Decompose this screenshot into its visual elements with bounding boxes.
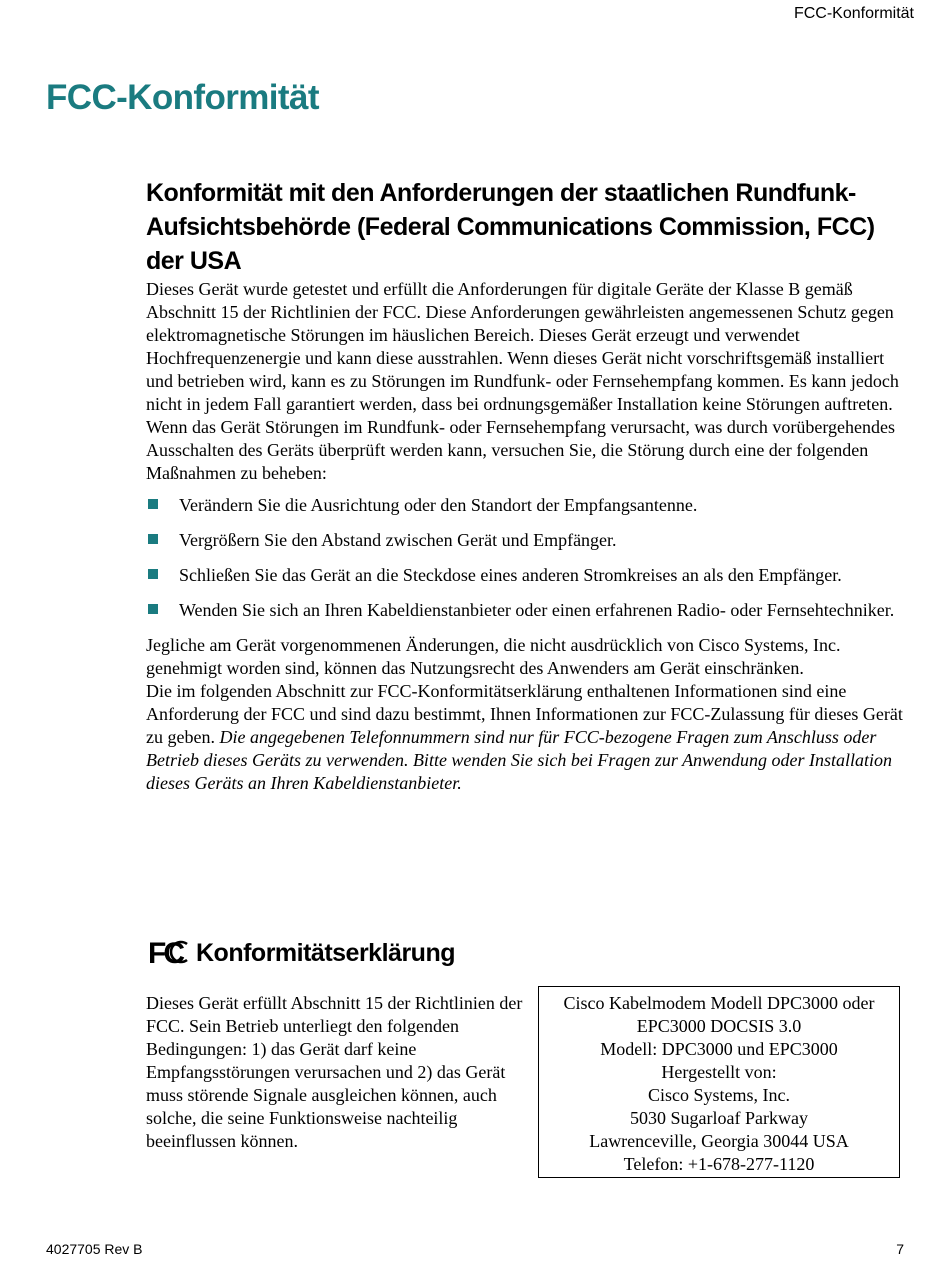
box-line: Lawrenceville, Georgia 30044 USA	[589, 1131, 849, 1151]
list-item-text: Wenden Sie sich an Ihren Kabeldienstanbieter oder einen erfahrenen Radio- oder Fernsehtechniker.	[179, 600, 895, 620]
page-title: FCC-Konformität	[46, 78, 319, 117]
fcc-logo-icon	[148, 936, 190, 968]
square-bullet-icon	[148, 604, 158, 614]
list-item	[146, 529, 904, 552]
list-item-text: Schließen Sie das Gerät an die Steckdose eines anderen Stromkreises an als den Empfänger.	[179, 565, 842, 585]
box-line: 5030 Sugarloaf Parkway	[630, 1108, 808, 1128]
box-line: Hergestellt von:	[661, 1062, 777, 1082]
list-item	[146, 494, 904, 517]
box-line: Cisco Kabelmodem Modell DPC3000 oder	[563, 993, 875, 1013]
remedy-list	[146, 494, 904, 622]
footer-page-number: 7	[896, 1241, 904, 1257]
list-item-text: Vergrößern Sie den Abstand zwischen Gerät und Empfänger.	[179, 530, 617, 550]
main-content	[146, 176, 904, 795]
info-paragraph-italic: Die angegebenen Telefonnummern sind nur für FCC-bezogene Fragen zum Anschluss oder Betrieb dieses Geräts zu verwenden. Bitte wenden Sie sich bei Fragen zur Anwendung oder Installation dieses Geräts an Ihren Kabeldienstanbieter.	[146, 727, 893, 793]
declaration-heading	[148, 936, 455, 968]
modification-paragraph: Jegliche am Gerät vorgenommenen Änderungen, die nicht ausdrücklich von Cisco Systems, Inc. genehmigt worden sind, können das Nutzungsrecht des Anwenders am Gerät einschränken.	[146, 635, 841, 678]
section-heading: Konformität mit den Anforderungen der staatlichen Rundfunk-Aufsichtsbehörde (Federal Communications Commission, FCC) der USA	[146, 179, 875, 275]
box-line: Cisco Systems, Inc.	[648, 1085, 790, 1105]
list-item	[146, 564, 904, 587]
square-bullet-icon	[148, 569, 158, 579]
box-line: EPC3000 DOCSIS 3.0	[636, 1016, 802, 1036]
box-line: Modell: DPC3000 und EPC3000	[600, 1039, 838, 1059]
list-item-text: Verändern Sie die Ausrichtung oder den Standort der Empfangsantenne.	[179, 495, 698, 515]
declaration-title: Konformitätserklärung	[196, 939, 455, 967]
list-item	[146, 599, 904, 622]
declaration-text: Dieses Gerät erfüllt Abschnitt 15 der Richtlinien der FCC. Sein Betrieb unterliegt den folgenden Bedingungen: 1) das Gerät darf keine Empfangsstörungen verursachen und 2) das Gerät muss störende Signale ausgleichen können, auch solche, die seine Funktionsweise nachteilig beeinflussen können.	[146, 993, 523, 1151]
square-bullet-icon	[148, 534, 158, 544]
box-line: Telefon: +1-678-277-1120	[623, 1154, 815, 1174]
intro-paragraph: Dieses Gerät wurde getestet und erfüllt die Anforderungen für digitale Geräte der Klasse B gemäß Abschnitt 15 der Richtlinien der FCC. Diese Anforderungen gewährleisten angemessenen Schutz gegen elektromagnetische Störungen im häuslichen Bereich. Dieses Gerät erzeugt und verwendet Hochfrequenzenergie und kann diese ausstrahlen. Wenn dieses Gerät nicht vorschriftsgemäß installiert und betrieben wird, kann es zu Störungen im Rundfunk- oder Fernsehempfang kommen. Es kann jedoch nicht in jedem Fall garantiert werden, dass bei ordnungsgemäßer Installation keine Störungen auftreten. Wenn das Gerät Störungen im Rundfunk- oder Fernsehempfang verursacht, was durch vorübergehendes Ausschalten des Geräts überprüft werden kann, versuchen Sie, die Störung durch eine der folgenden Maßnahmen zu beheben:	[146, 279, 899, 483]
manufacturer-info-box	[538, 986, 900, 1178]
info-paragraph-regular: Die im folgenden Abschnitt zur FCC-Konformitätserklärung enthaltenen Informationen sind eine Anforderung der FCC und sind dazu bestimmt, Ihnen Informationen zur FCC-Zulassung für dieses Gerät zu geben.	[146, 681, 903, 747]
running-header: FCC-Konformität	[793, 5, 914, 22]
square-bullet-icon	[148, 499, 158, 509]
footer-doc-number: 4027705 Rev B	[46, 1241, 143, 1257]
svg-text:FC: FC	[148, 937, 182, 968]
info-paragraph	[146, 680, 904, 795]
